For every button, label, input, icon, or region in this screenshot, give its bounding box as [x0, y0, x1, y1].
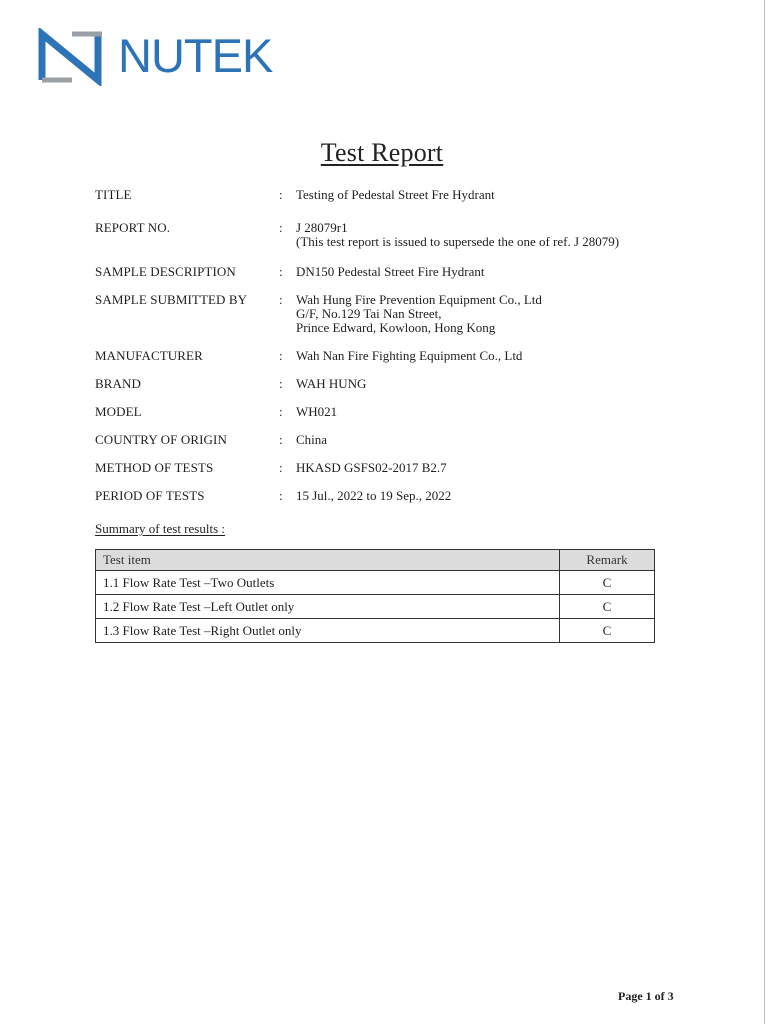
table-row — [96, 595, 655, 619]
field-value-line: Wah Nan Fire Fighting Equipment Co., Ltd — [296, 348, 523, 363]
summary-heading: Summary of test results : — [95, 521, 225, 536]
results-table — [95, 549, 655, 643]
field-colon: : — [279, 460, 283, 475]
field-value-line: 15 Jul., 2022 to 19 Sep., 2022 — [296, 488, 452, 503]
field-value-line: WH021 — [296, 404, 338, 419]
column-header-test-item: Test item — [96, 550, 560, 571]
test-item-cell: 1.3 Flow Rate Test –Right Outlet only — [96, 619, 560, 643]
field-colon: : — [279, 220, 283, 235]
field-colon: : — [279, 432, 283, 447]
page-title: Test Report — [320, 138, 444, 167]
field-value-line: Testing of Pedestal Street Fre Hydrant — [296, 187, 495, 202]
field-label: MANUFACTURER — [95, 348, 203, 363]
logo-wordmark: NUTEK — [118, 29, 273, 82]
field-colon: : — [279, 376, 283, 391]
field-value — [296, 293, 542, 335]
field-label: METHOD OF TESTS — [95, 460, 214, 475]
field-value-line: G/F, No.129 Tai Nan Street, — [296, 306, 442, 321]
field-value — [296, 405, 337, 419]
field-label: TITLE — [95, 187, 132, 202]
field-value-line: J 28079r1 — [296, 220, 348, 235]
field-label: SAMPLE SUBMITTED BY — [95, 292, 248, 307]
field-label: MODEL — [95, 404, 142, 419]
nutek-logo — [38, 28, 308, 90]
remark-cell: C — [560, 619, 655, 643]
nutek-logo-mark-icon — [38, 28, 110, 86]
page-number: Page 1 of 3 — [618, 989, 674, 1003]
field-value — [296, 461, 447, 475]
remark-cell: C — [560, 571, 655, 595]
field-value-line: Wah Hung Fire Prevention Equipment Co., Ltd — [296, 292, 542, 307]
field-value — [296, 265, 484, 279]
field-colon: : — [279, 404, 283, 419]
field-label: REPORT NO. — [95, 220, 171, 235]
field-colon: : — [279, 187, 283, 202]
field-value — [296, 377, 366, 391]
field-label: BRAND — [95, 376, 142, 391]
field-value-line: Prince Edward, Kowloon, Hong Kong — [296, 320, 496, 335]
column-header-remark: Remark — [560, 550, 655, 571]
field-label: SAMPLE DESCRIPTION — [95, 264, 236, 279]
table-row — [96, 571, 655, 595]
field-value — [296, 433, 327, 447]
field-label: PERIOD OF TESTS — [95, 488, 205, 503]
field-value — [296, 349, 522, 363]
field-value-line: DN150 Pedestal Street Fire Hydrant — [296, 264, 485, 279]
test-item-cell: 1.2 Flow Rate Test –Left Outlet only — [96, 595, 560, 619]
field-value-line: WAH HUNG — [296, 376, 367, 391]
remark-cell: C — [560, 595, 655, 619]
table-row — [96, 619, 655, 643]
field-colon: : — [279, 348, 283, 363]
field-colon: : — [279, 488, 283, 503]
field-value — [296, 188, 495, 202]
field-value-line: HKASD GSFS02-2017 B2.7 — [296, 460, 447, 475]
field-value-line: (This test report is issued to supersede the one of ref. J 28079) — [296, 234, 620, 249]
results-header-row — [96, 550, 655, 571]
field-colon: : — [279, 264, 283, 279]
field-value — [296, 221, 619, 249]
field-colon: : — [279, 292, 283, 307]
field-value — [296, 489, 451, 503]
page-edge-divider — [764, 0, 765, 1024]
field-value-line: China — [296, 432, 328, 447]
test-item-cell: 1.1 Flow Rate Test –Two Outlets — [96, 571, 560, 595]
field-label: COUNTRY OF ORIGIN — [95, 432, 227, 447]
